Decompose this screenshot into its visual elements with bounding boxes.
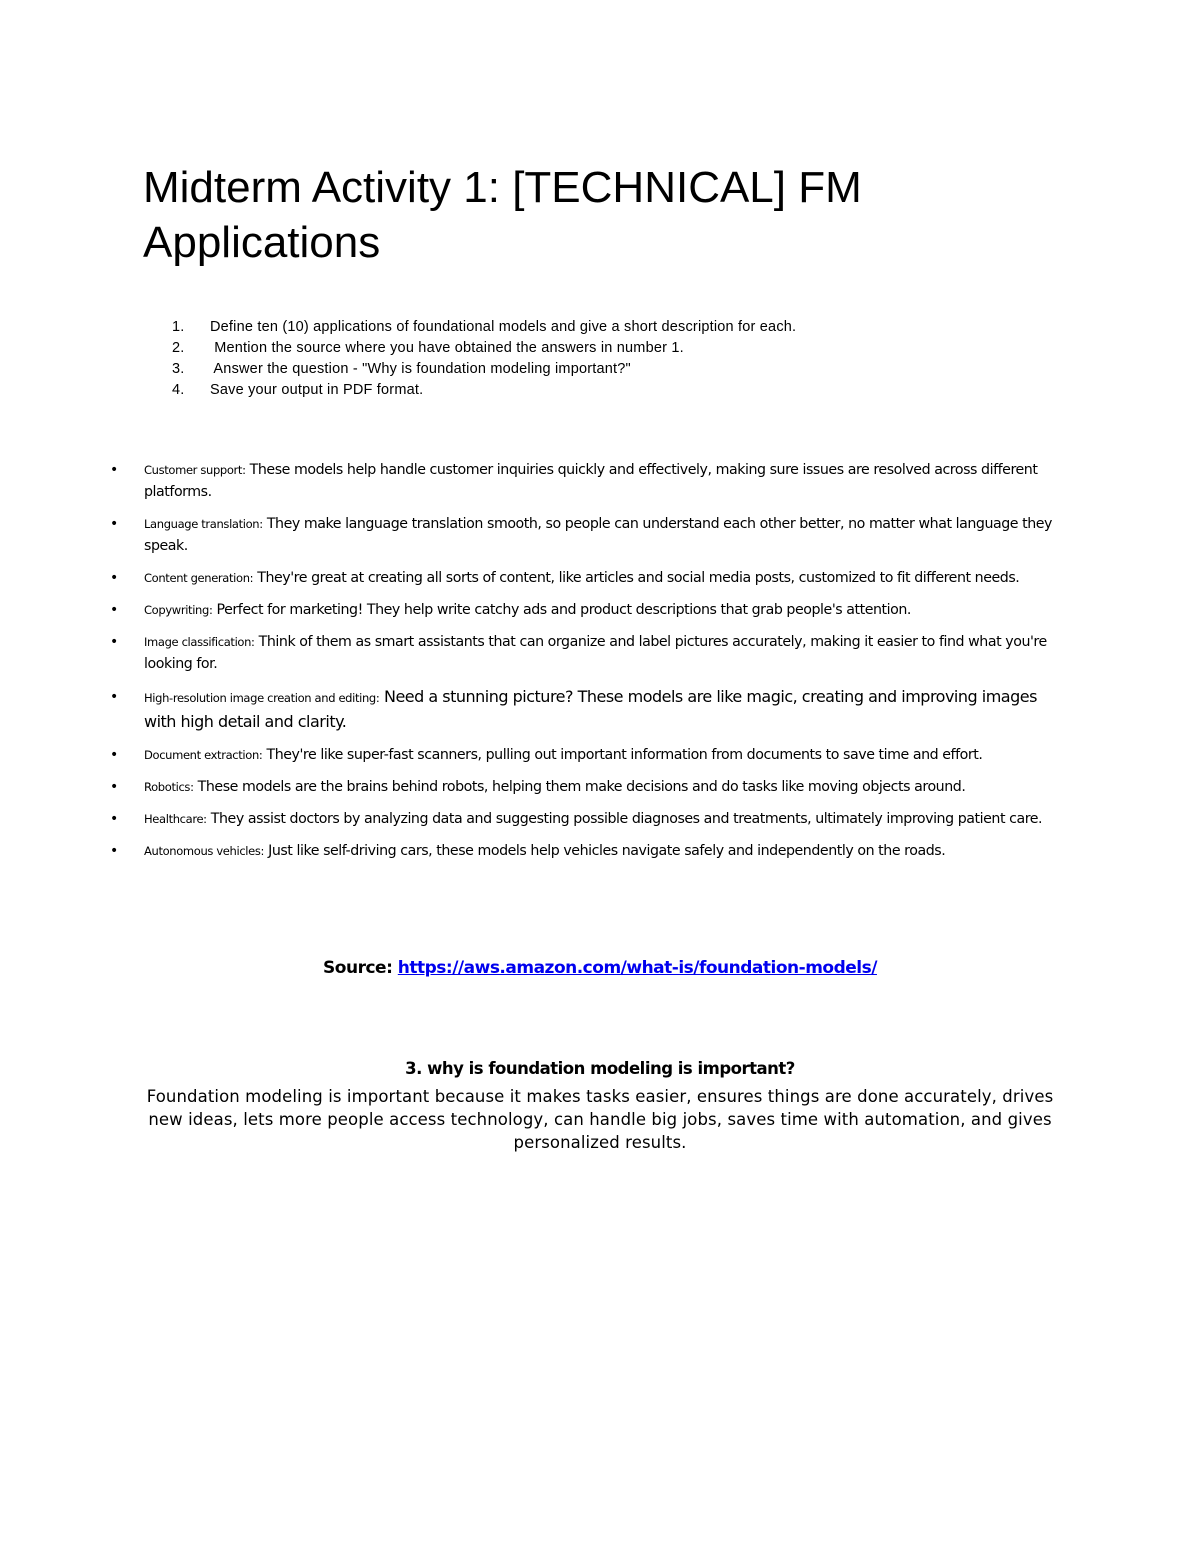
instruction-number: 1. (172, 319, 185, 335)
application-description: They make language translation smooth, so people can understand each other better, no matter what language they speak. (144, 516, 1053, 554)
bullet-icon: • (110, 570, 118, 586)
instruction-text: Answer the question - "Why is foundation modeling important?" (210, 361, 631, 377)
application-term: Image classification: (144, 635, 255, 649)
instruction-text: Save your output in PDF format. (210, 382, 424, 398)
application-description: Perfect for marketing! They help write catchy ads and product descriptions that grab people's attention. (212, 602, 911, 618)
instruction-number: 2. (172, 340, 185, 356)
document-title: Midterm Activity 1: [TECHNICAL] FM Applications (143, 163, 862, 267)
bullet-icon: • (110, 462, 118, 478)
application-item (110, 599, 1070, 621)
instructions-list (172, 317, 796, 401)
application-description: Think of them as smart assistants that can organize and label pictures accurately, making it easier to find what you're looking for. (144, 634, 1047, 672)
instruction-text: Define ten (10) applications of foundational models and give a short description for each. (210, 319, 797, 335)
application-term: Autonomous vehicles: (144, 844, 265, 858)
application-item (110, 744, 1070, 766)
application-description: They assist doctors by analyzing data and suggesting possible diagnoses and treatments, ultimately improving patient care. (206, 811, 1043, 827)
application-item (110, 459, 1070, 503)
application-term: Language translation: (144, 517, 263, 531)
bullet-icon: • (110, 779, 118, 795)
application-item (110, 840, 1070, 862)
application-term: Document extraction: (144, 748, 263, 762)
source-link[interactable]: https://aws.amazon.com/what-is/foundation-models/ (397, 958, 877, 978)
bullet-icon: • (110, 602, 118, 618)
application-description: Just like self-driving cars, these models help vehicles navigate safely and independently on the roads. (264, 843, 946, 859)
application-item (110, 808, 1070, 830)
application-description: Need a stunning picture? These models are like magic, creating and improving images with high detail and clarity. (144, 687, 1037, 731)
application-term: Healthcare: (144, 812, 207, 826)
instruction-item (172, 359, 796, 380)
answer-paragraph: Foundation modeling is important because it makes tasks easier, ensures things are done accurately, drives new ideas, lets more people access technology, can handle big jobs, saves time with automation, and gives personalized results. (146, 1087, 1054, 1152)
bullet-icon: • (110, 689, 118, 705)
application-term: High-resolution image creation and editing: (144, 691, 380, 705)
instruction-item (172, 317, 796, 338)
application-term: Copywriting: (144, 603, 213, 617)
source-line (0, 958, 1200, 978)
question-heading: 3. why is foundation modeling is important? (405, 1059, 795, 1078)
application-item (110, 567, 1070, 589)
applications-list (110, 459, 1070, 872)
bullet-icon: • (110, 843, 118, 859)
application-term: Customer support: (144, 463, 246, 477)
bullet-icon: • (110, 747, 118, 763)
instruction-item (172, 338, 796, 359)
bullet-icon: • (110, 811, 118, 827)
source-label: Source: (323, 958, 398, 978)
application-description: These models are the brains behind robots, helping them make decisions and do tasks like moving objects around. (193, 779, 966, 795)
application-description: These models help handle customer inquiries quickly and effectively, making sure issues are resolved across different platforms. (144, 462, 1038, 500)
application-description: They're like super-fast scanners, pulling out important information from documents to save time and effort. (262, 747, 983, 763)
application-term: Robotics: (144, 780, 194, 794)
application-description: They're great at creating all sorts of content, like articles and social media posts, customized to fit different needs. (253, 570, 1020, 586)
instruction-text: Mention the source where you have obtained the answers in number 1. (210, 340, 684, 356)
application-item (110, 631, 1070, 675)
bullet-icon: • (110, 516, 118, 532)
instruction-item (172, 380, 796, 401)
instruction-number: 3. (172, 361, 185, 377)
application-item (110, 776, 1070, 798)
application-item (110, 513, 1070, 557)
instruction-number: 4. (172, 382, 185, 398)
application-term: Content generation: (144, 571, 254, 585)
application-item (110, 685, 1070, 734)
bullet-icon: • (110, 634, 118, 650)
